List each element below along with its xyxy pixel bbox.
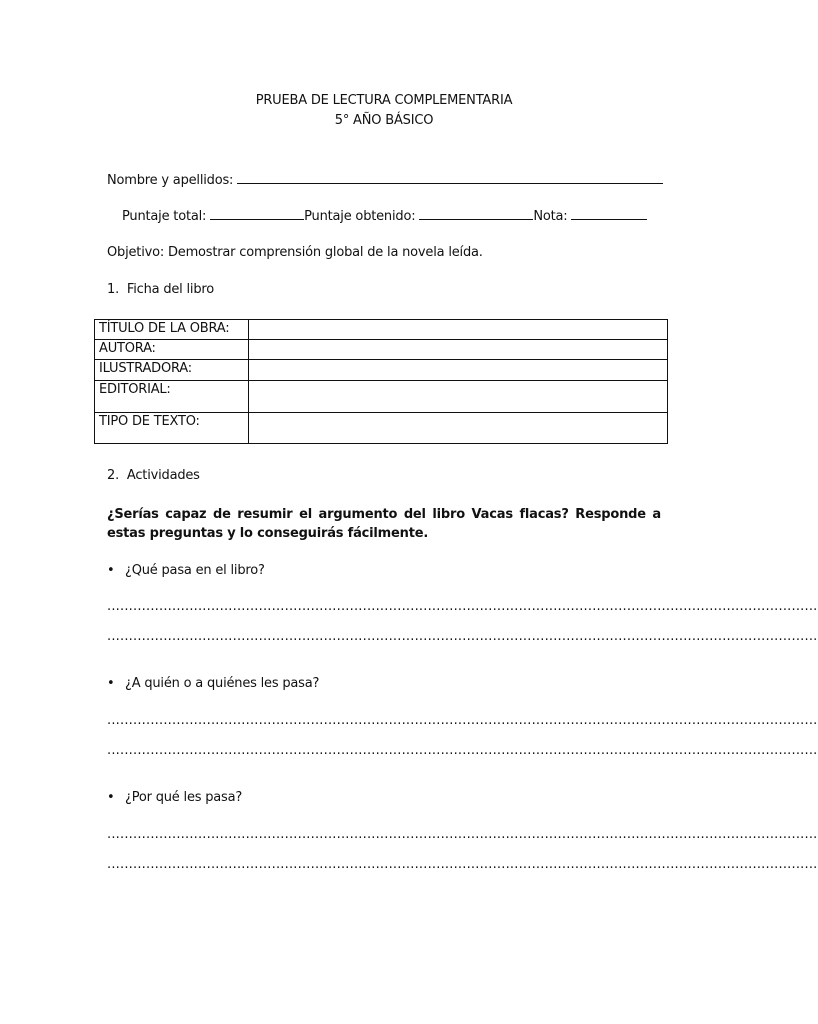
- table-row: [95, 320, 668, 340]
- table-label-text-type: TIPO DE TEXTO:: [95, 413, 249, 444]
- book-info-table: [94, 319, 668, 444]
- question-2-text: ¿A quién o a quiénes les pasa?: [125, 676, 320, 691]
- question-1: [107, 563, 265, 578]
- answer-line: ....................................................................................................................................................................: [107, 629, 818, 644]
- section-2-title: Actividades: [126, 468, 200, 483]
- name-field: [107, 170, 663, 188]
- bullet-icon: •: [107, 563, 115, 578]
- question-1-text: ¿Qué pasa en el libro?: [125, 563, 265, 578]
- section-2-heading: [107, 468, 200, 483]
- answer-line: ....................................................................................................................................................................: [107, 743, 818, 758]
- answer-line: ....................................................................................................................................................................: [107, 827, 818, 842]
- score-row: [122, 206, 647, 224]
- grade-blank-line: [571, 206, 647, 220]
- table-label-title: TÍTULO DE LA OBRA:: [95, 320, 249, 340]
- table-value-illustrator: [249, 360, 668, 381]
- table-row: [95, 340, 668, 360]
- activity-prompt: ¿Serías capaz de resumir el argumento del libro Vacas flacas? Responde a estas preguntas y lo conseguirás fácilmente.: [107, 507, 661, 541]
- grade-label: Nota:: [533, 209, 568, 224]
- table-label-author: AUTORA:: [95, 340, 249, 360]
- question-3: [107, 790, 242, 805]
- document-subtitle: 5° AÑO BÁSICO: [334, 113, 434, 128]
- table-label-publisher: EDITORIAL:: [95, 381, 249, 413]
- answer-line: ....................................................................................................................................................................: [107, 599, 818, 614]
- bullet-icon: •: [107, 790, 115, 805]
- bullet-icon: •: [107, 676, 115, 691]
- table-value-title: [249, 320, 668, 340]
- table-label-illustrator: ILUSTRADORA:: [95, 360, 249, 381]
- objective-text: Objetivo: Demostrar comprensión global de la novela leída.: [107, 245, 483, 260]
- table-row: [95, 381, 668, 413]
- table-value-author: [249, 340, 668, 360]
- answer-line: ....................................................................................................................................................................: [107, 713, 818, 728]
- answer-line: ....................................................................................................................................................................: [107, 857, 818, 872]
- name-blank-line: [237, 170, 663, 184]
- table-row: [95, 360, 668, 381]
- total-score-label: Puntaje total:: [122, 209, 207, 224]
- document-title: PRUEBA DE LECTURA COMPLEMENTARIA: [255, 93, 513, 108]
- question-3-text: ¿Por qué les pasa?: [125, 790, 243, 805]
- question-2: [107, 676, 319, 691]
- section-1-number: 1.: [107, 282, 120, 297]
- table-value-text-type: [249, 413, 668, 444]
- name-label: Nombre y apellidos:: [107, 173, 234, 188]
- table-value-publisher: [249, 381, 668, 413]
- section-2-number: 2.: [107, 468, 120, 483]
- section-1-heading: [107, 282, 214, 297]
- obtained-score-blank-line: [419, 206, 533, 220]
- table-row: [95, 413, 668, 444]
- section-1-title: Ficha del libro: [126, 282, 215, 297]
- total-score-blank-line: [210, 206, 304, 220]
- obtained-score-label: Puntaje obtenido:: [304, 209, 416, 224]
